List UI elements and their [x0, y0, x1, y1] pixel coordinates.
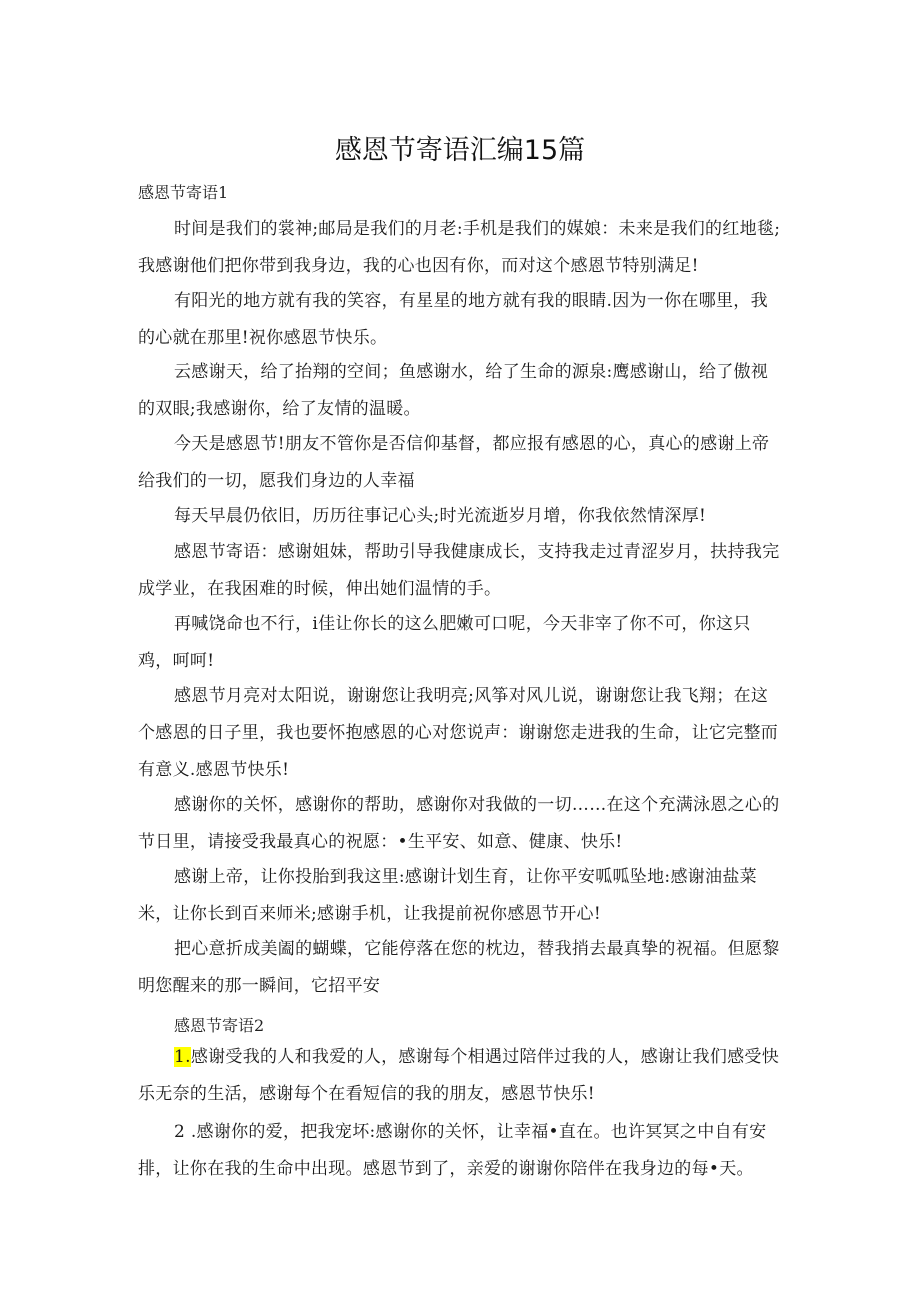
paragraph: 每天早晨仍依旧，历历往事记心头;时光流逝岁月增，你我依然情深厚! [174, 506, 707, 526]
list-number-highlighted: 1. [174, 1047, 191, 1067]
paragraph: 感谢上帝，让你投胎到我这里:感谢计划生育，让你平安呱呱坠地:感谢油盐菜米，让你长到百来师米;感谢手机，让我提前祝你感恩节开心! [138, 867, 757, 924]
paragraph: 感恩节月亮对太阳说，谢谢您让我明亮;风筝对风儿说，谢谢您让我飞翔；在这个感恩的日子里，我也要怀抱感恩的心对您说声：谢谢您走进我的生命，让它完整而有意义.感恩节快乐! [138, 686, 779, 780]
paragraph: 今天是感恩节!朋友不管你是否信仰基督，都应报有感恩的心，真心的感谢上帝给我们的一切，愿我们身边的人幸福 [138, 434, 770, 491]
section-heading-2: 感恩节寄语2 [174, 1016, 265, 1035]
document-title: 感恩节寄语汇编15篇 [334, 135, 586, 166]
list-number: 2 . [174, 1122, 197, 1142]
paragraph: 感恩节寄语：感谢姐妹，帮助引导我健康成长，支持我走过青涩岁月，扶持我完成学业，在我困难的时候，伸出她们温情的手。 [138, 542, 780, 599]
paragraph: 把心意折成美阖的蝴蝶，它能停落在您的枕边，替我捎去最真挚的祝福。但愿黎明您醒来的那一瞬间，它招平安 [138, 939, 780, 996]
paragraph: 有阳光的地方就有我的笑容，有星星的地方就有我的眼睛.因为一你在哪里，我的心就在那里!祝你感恩节快乐。 [138, 291, 768, 348]
list-item [138, 1114, 784, 1188]
list-item-text: 感谢受我的人和我爱的人，感谢每个相遇过陪伴过我的人，感谢让我们感受快乐无奈的生活，感谢每个在看短信的我的朋友，感恩节快乐! [138, 1047, 780, 1104]
section-heading-1: 感恩节寄语1 [138, 183, 229, 202]
list-item-text: 感谢你的爱，把我宠坏:感谢你的关怀，让幸福•直在。也许冥冥之中自有安排，让你在我的生命中出现。感恩节到了，亲爱的谢谢你陪伴在我身边的每•天。 [138, 1122, 767, 1179]
paragraph: 再喊饶命也不行，i佳让你长的这么肥嫩可口呢，今天非宰了你不可，你这只鸡，呵呵! [138, 614, 751, 671]
paragraph: 时间是我们的裳神;邮局是我们的月老:手机是我们的媒娘：未来是我们的红地毯;我感谢他们把你带到我身边，我的心也因有你，而对这个感恩节特别满足! [138, 219, 781, 276]
paragraph: 感谢你的关怀，感谢你的帮助，感谢你对我做的一切……在这个充满泳恩之心的节日里，请接受我最真心的祝愿：•生平安、如意、健康、快乐! [138, 795, 780, 852]
paragraph: 云感谢天，给了抬翔的空间；鱼感谢水，给了生命的源泉:鹰感谢山，给了傲视的双眼;我感谢你，给了友情的温暖。 [138, 362, 769, 419]
list-item [138, 1039, 784, 1113]
